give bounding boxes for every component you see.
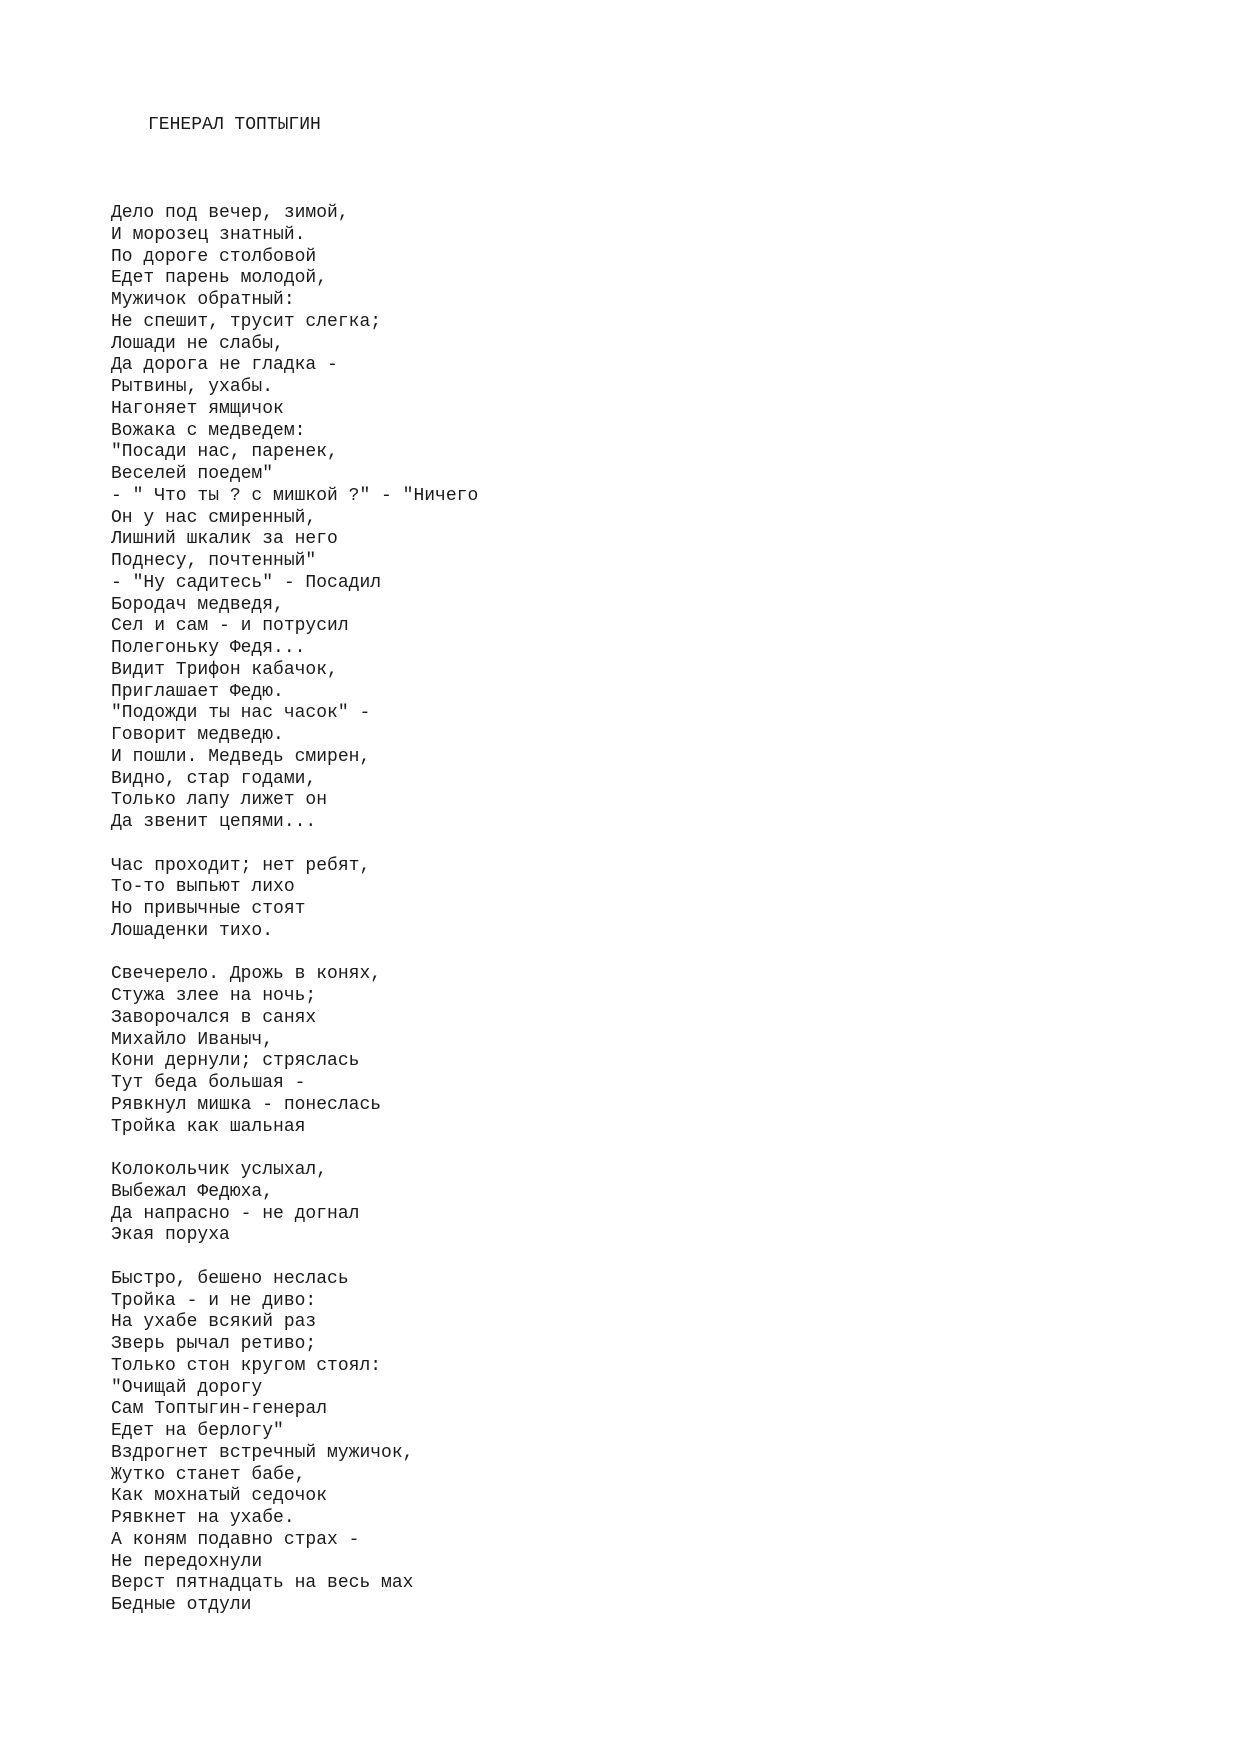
poem-line: Колокольчик услыхал, [111, 1160, 328, 1180]
poem-stanza [111, 856, 478, 943]
poem-line: Тройка - и не диво: [111, 1290, 317, 1311]
poem-line: Едет парень молодой, [111, 268, 328, 289]
poem-line: И морозец знатный. [111, 224, 306, 245]
poem-line: Кони дернули; стряслась [111, 1051, 360, 1072]
poem-line: Михайло Иваныч, [111, 1029, 274, 1050]
poem-line: "Очищай дорогу [111, 1377, 263, 1398]
poem-line: Говорит медведю. [111, 725, 284, 745]
poem-line: Не спешит, трусит слегка; [111, 311, 382, 332]
poem-line: Да звенит цепями... [111, 812, 317, 832]
poem-line: Зверь рычал ретиво; [111, 1334, 317, 1354]
poem-line: Рытвины, ухабы. [111, 377, 274, 397]
poem-line: Рявкнет на ухабе. [111, 1508, 295, 1528]
poem-line: Жутко станет бабе, [111, 1464, 306, 1485]
poem-line: "Посади нас, паренек, [111, 442, 338, 463]
poem-line: По дороге столбовой [111, 246, 317, 267]
poem-line: Тут беда большая - [111, 1073, 306, 1093]
poem-line: Лошаденки тихо. [111, 920, 274, 941]
poem-line: Вожака с медведем: [111, 420, 306, 441]
poem-line: То-то выпьют лихо [111, 877, 295, 898]
poem-line: Видно, стар годами, [111, 768, 317, 789]
poem-stanza [111, 203, 478, 834]
poem-line: - " Что ты ? с мишкой ?" - "Ничего [111, 485, 479, 506]
poem-line: Вздрогнет встречный мужичок, [111, 1442, 414, 1463]
poem-line: Нагоняет ямщичок [111, 398, 284, 419]
poem-line: Только стон кругом стоял: [111, 1355, 382, 1376]
poem-line: Как мохнатый седочок [111, 1486, 328, 1507]
poem-line: Экая поруха [111, 1225, 230, 1246]
poem-line: Сам Топтыгин-генерал [111, 1399, 328, 1420]
poem-line: Веселей поедем" [111, 464, 274, 484]
poem-line: Верст пятнадцать на весь мах [111, 1573, 414, 1594]
poem-line: Да дорога не гладка - [111, 355, 338, 376]
poem-stanza [111, 964, 478, 1138]
poem-line: Сел и сам - и потрусил [111, 616, 349, 637]
poem-line: И пошли. Медведь смирен, [111, 746, 371, 767]
poem-title: ГЕНЕРАЛ ТОПТЫГИН [148, 115, 321, 135]
poem-line: Он у нас смиренный, [111, 507, 317, 528]
poem-line: А коням подавно страх - [111, 1529, 360, 1550]
poem-line: Приглашает Федю. [111, 681, 284, 702]
poem-line: Не передохнули [111, 1551, 263, 1572]
poem-line: На ухабе всякий раз [111, 1312, 317, 1333]
poem-line: Едет на берлогу" [111, 1421, 284, 1441]
poem-line: Мужичок обратный: [111, 290, 295, 310]
poem-line: Заворочался в санях [111, 1007, 317, 1028]
poem-line: Бородач медведя, [111, 594, 284, 615]
poem-line: Свечерело. Дрожь в конях, [111, 964, 382, 985]
poem-line: Полегоньку Федя... [111, 638, 306, 658]
poem-line: Быстро, бешено неслась [111, 1268, 349, 1289]
poem-line: Поднесу, почтенный" [111, 551, 317, 571]
poem-line: Рявкнул мишка - понеслась [111, 1094, 382, 1115]
poem-line: Но привычные стоят [111, 899, 306, 919]
poem-line: Час проходит; нет ребят, [111, 855, 371, 876]
poem-line: "Подожди ты нас часок" - [111, 703, 371, 724]
poem-line: Только лапу лижет он [111, 790, 328, 811]
poem-line: Видит Трифон кабачок, [111, 659, 338, 680]
poem-line: Лошади не слабы, [111, 333, 284, 354]
poem-line: Дело под вечер, зимой, [111, 203, 349, 223]
poem-stanza [111, 1160, 478, 1247]
poem-body [111, 203, 478, 1639]
poem-line: Стужа злее на ночь; [111, 986, 317, 1006]
poem-line: Лишний шкалик за него [111, 529, 338, 550]
poem-line: Выбежал Федюха, [111, 1181, 274, 1202]
poem-line: Тройка как шальная [111, 1116, 306, 1137]
poem-stanza [111, 1269, 478, 1617]
poem-line: - "Ну садитесь" - Посадил [111, 572, 382, 593]
poem-line: Бедные отдули [111, 1595, 252, 1615]
poem-line: Да напрасно - не догнал [111, 1203, 360, 1224]
